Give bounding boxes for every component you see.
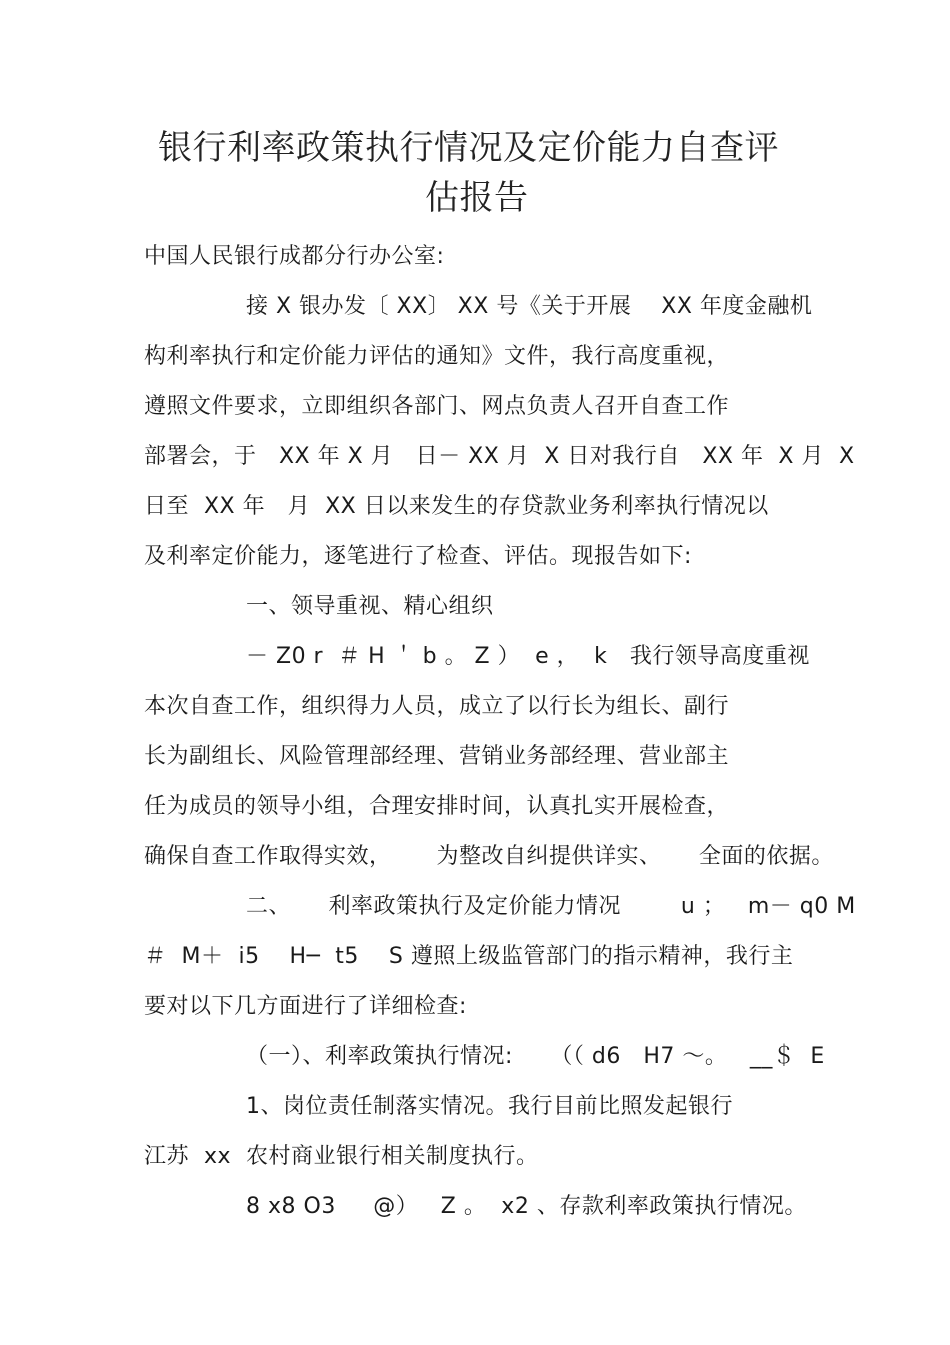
document-title-line-2: 估报告 [425, 178, 529, 218]
paragraph-line: 1、岗位责任制落实情况。我行目前比照发起银行 [246, 1094, 733, 1119]
paragraph-line: 日至 XX 年 月 XX 日以来发生的存贷款业务利率执行情况以 [144, 494, 769, 519]
paragraph-line: 本次自查工作，组织得力人员，成立了以行长为组长、副行 [144, 694, 730, 719]
addressee-line: 中国人民银行成都分行办公室: [144, 244, 445, 269]
section-heading: 二、 利率政策执行及定价能力情况 u ； m－ q0 M [246, 894, 856, 919]
paragraph-line: 接 X 银办发〔 XX〕 XX 号《关于开展 XX 年度金融机 [246, 294, 813, 319]
paragraph-line: ＃ M＋ i5 H─ t5 S 遵照上级监管部门的指示精神，我行主 [144, 944, 794, 969]
paragraph-line: 长为副组长、风险管理部经理、营销业务部经理、营业部主 [144, 744, 730, 769]
paragraph-line: 任为成员的领导小组，合理安排时间，认真扎实开展检查， [144, 794, 730, 819]
document-title-line-1: 银行利率政策执行情况及定价能力自查评 [158, 128, 779, 168]
paragraph-line: 部署会，于 XX 年 X 月 日－ XX 月 X 日对我行自 XX 年 X 月 X [144, 444, 855, 469]
paragraph-line: － Z0 r ＃ H ＇ b 。 Z ） e ， k 我行领导高度重视 [246, 644, 810, 669]
section-heading: 一、领导重视、精心组织 [246, 594, 494, 619]
paragraph-line: 要对以下几方面进行了详细检查: [144, 994, 467, 1019]
paragraph-line: 江苏 xx 农村商业银行相关制度执行。 [144, 1144, 539, 1169]
paragraph-line: 构利率执行和定价能力评估的通知》文件，我行高度重视， [144, 344, 730, 369]
paragraph-line: 遵照文件要求，立即组织各部门、网点负责人召开自查工作 [144, 394, 730, 419]
paragraph-line: 及利率定价能力，逐笔进行了检查、评估。现报告如下: [144, 544, 692, 569]
paragraph-line: 确保自查工作取得实效， 为整改自纠提供详实、 全面的依据。 [144, 844, 834, 869]
subsection-heading: （一）、利率政策执行情况: （（ d6 H7 ～。 __＄ E [246, 1044, 825, 1069]
paragraph-line: 8 x8 O3 @） Z 。 x2 、存款利率政策执行情况。 [246, 1194, 807, 1219]
